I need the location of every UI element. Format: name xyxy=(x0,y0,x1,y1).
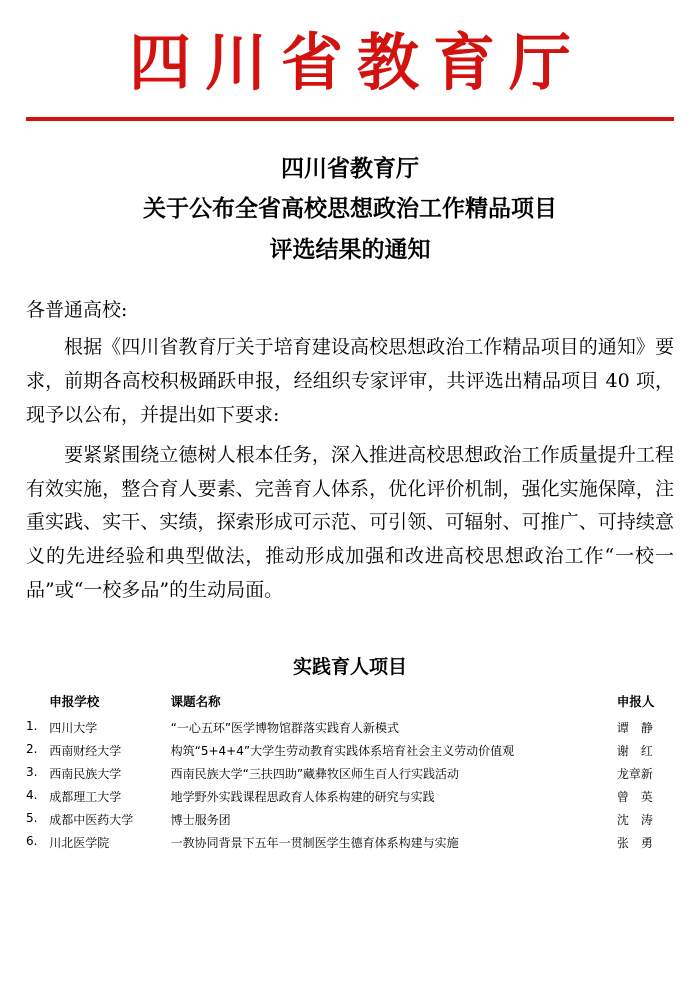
row-school: 川北医学院 xyxy=(49,835,110,850)
column-header-topic: 课题名称 xyxy=(170,693,221,709)
row-school: 西南财经大学 xyxy=(49,743,122,758)
column-header-person: 申报人 xyxy=(616,693,655,709)
document-title-line-3: 评选结果的通知 xyxy=(269,235,431,263)
letterhead-title: 四川省教育厅 xyxy=(128,26,585,99)
row-index: 3. xyxy=(26,764,38,779)
row-person: 张 勇 xyxy=(616,835,653,850)
row-person: 龙章新 xyxy=(616,766,653,781)
row-topic: “一心五环”医学博物馆群落实践育人新模式 xyxy=(170,720,400,735)
row-topic: 一教协同背景下五年一贯制医学生德育体系构建与实施 xyxy=(170,835,459,850)
row-person: 谭 静 xyxy=(616,720,653,735)
row-index: 5. xyxy=(26,810,38,825)
row-index: 2. xyxy=(26,741,38,756)
column-header-index xyxy=(26,689,49,716)
body-paragraph-1: 根据《四川省教育厅关于培育建设高校思想政治工作精品项目的通知》要求，前期各高校积极踊跃申报，经组织专家评审，共评选出精品项目 40 项，现予以公布，并提出如下要求: xyxy=(26,336,674,426)
row-school: 成都中医药大学 xyxy=(49,812,134,827)
row-index: 6. xyxy=(26,833,38,848)
row-topic: 西南民族大学“三扶四助”藏彝牧区师生百人行实践活动 xyxy=(170,766,460,781)
row-topic: 博士服务团 xyxy=(170,812,231,827)
row-index: 4. xyxy=(26,787,38,802)
table-row xyxy=(26,831,674,854)
document-title-line-2: 关于公布全省高校思想政治工作精品项目 xyxy=(143,195,557,223)
document-title xyxy=(26,149,674,270)
row-person: 曾 英 xyxy=(616,789,653,804)
results-table xyxy=(26,689,674,854)
document-title-line-1: 四川省教育厅 xyxy=(281,155,419,183)
salutation: 各普通高校: xyxy=(26,298,128,321)
row-school: 成都理工大学 xyxy=(49,789,122,804)
row-person: 谢 红 xyxy=(616,743,653,758)
table-row xyxy=(26,739,674,762)
row-school: 四川大学 xyxy=(49,720,98,735)
table-row xyxy=(26,808,674,831)
column-header-school: 申报学校 xyxy=(49,693,100,709)
section-heading: 实践育人项目 xyxy=(292,655,407,678)
body-paragraph-2: 要紧紧围绕立德树人根本任务，深入推进高校思想政治工作质量提升工程有效实施，整合育人要素、完善育人体系，优化评价机制，强化实施保障，注重实践、实干、实绩，探索形成可示范、可引领、可辐射、可推广、可持续意义的先进经验和典型做法，推动形成加强和改进高校思想政治工作“一校一品”或“一校多品”的生动局面。 xyxy=(26,443,674,601)
table-row xyxy=(26,716,674,739)
letterhead xyxy=(26,0,674,121)
table-row xyxy=(26,762,674,785)
row-topic: 地学野外实践课程思政育人体系构建的研究与实践 xyxy=(170,789,435,804)
table-row xyxy=(26,785,674,808)
row-school: 西南民族大学 xyxy=(49,766,122,781)
row-topic: 构筑“5+4+4”大学生劳动教育实践体系培育社会主义劳动价值观 xyxy=(170,743,515,758)
row-person: 沈 涛 xyxy=(616,812,653,827)
letterhead-divider xyxy=(26,117,674,121)
row-index: 1. xyxy=(26,718,38,733)
table-header-row xyxy=(26,689,674,716)
